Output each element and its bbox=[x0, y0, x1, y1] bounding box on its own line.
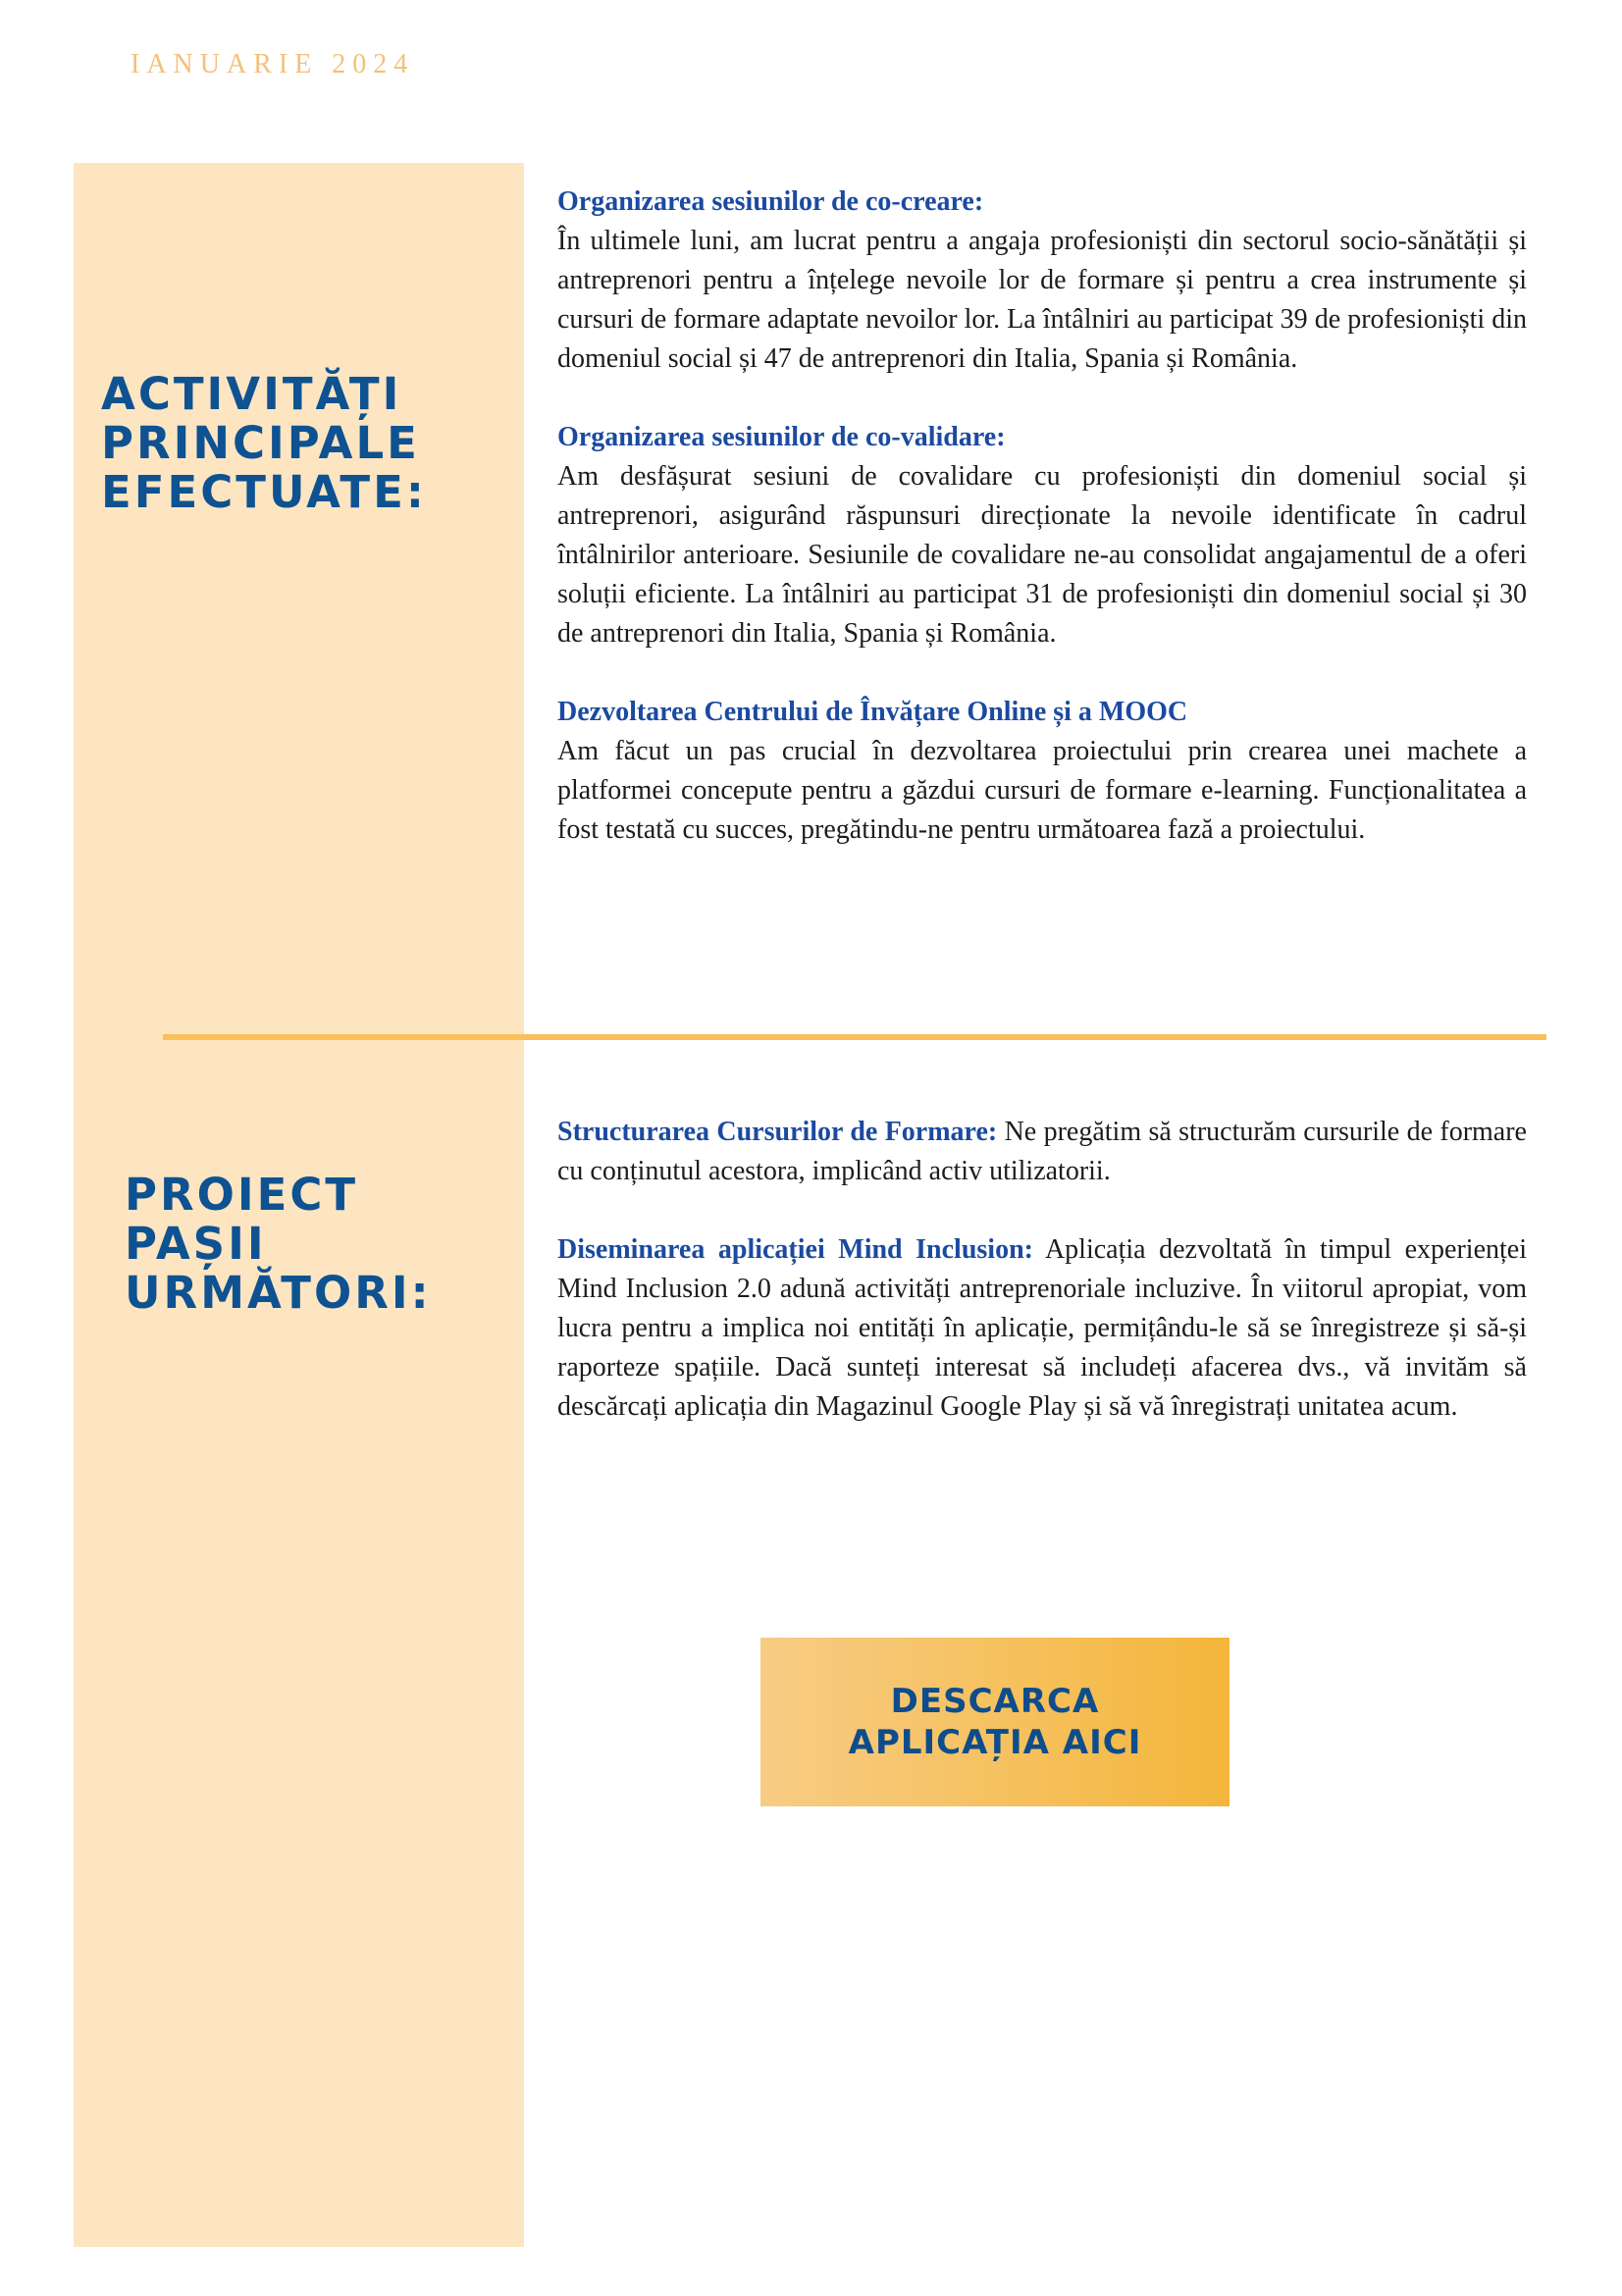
heading-line: PRINCIPALE bbox=[101, 417, 420, 469]
download-app-label bbox=[849, 1681, 1142, 1763]
activity-title: Organizarea sesiunilor de co-creare: bbox=[557, 186, 984, 217]
section-heading-next-steps bbox=[125, 1171, 432, 1318]
heading-line: PAȘII bbox=[125, 1218, 267, 1270]
activity-block bbox=[557, 693, 1527, 850]
newsletter-date: IANUARIE 2024 bbox=[131, 49, 415, 79]
next-step-paragraph bbox=[557, 1113, 1527, 1191]
next-step-title: Diseminarea aplicației Mind Inclusion: bbox=[557, 1234, 1033, 1265]
activity-title: Dezvoltarea Centrului de Învățare Online și a MOOC bbox=[557, 697, 1188, 727]
heading-line: URMĂTORI: bbox=[125, 1267, 432, 1319]
activity-block bbox=[557, 183, 1527, 379]
activity-text: Am desfășurat sesiuni de covalidare cu profesioniști din domeniul social și antreprenori, asigurând răspunsuri direcționate la nevoile identificate în cadrul întâlnirilor anterioare. Sesiunile de covalidare ne-au consolidat angajamentul de a oferi soluții eficiente. La întâlniri au participat 31 de profesioniști din domeniul social și 30 de antreprenori din Italia, Spania și România. bbox=[557, 461, 1527, 649]
next-step-paragraph bbox=[557, 1230, 1527, 1427]
heading-line: PROIECT bbox=[125, 1169, 359, 1221]
activity-text: Am făcut un pas crucial în dezvoltarea proiectului prin crearea unei machete a platformei concepute pentru a găzdui cursuri de formare e-learning. Funcționalitatea a fost testată cu succes, pregătindu-ne pentru următoarea fază a proiectului. bbox=[557, 736, 1527, 845]
activity-text: În ultimele luni, am lucrat pentru a angaja profesioniști din sectorul socio-sănătății și antreprenori pentru a înțelege nevoile lor de formare și pentru a crea instrumente și cursuri de formare adaptate nevoilor lor. La întâlniri au participat 39 de profesioniști din domeniul social și 47 de antreprenori din Italia, Spania și România. bbox=[557, 226, 1527, 374]
activities-content bbox=[557, 183, 1527, 889]
activity-block bbox=[557, 418, 1527, 653]
cta-line: DESCARCA bbox=[890, 1682, 1100, 1721]
next-step-text: Aplicația dezvoltată în timpul experienței Mind Inclusion 2.0 adună activități antreprenoriale incluzive. În viitorul apropiat, vom lucra pentru a implica noi entități în aplicație, permițându-le să se înregistreze și să-și raporteze spațiile. Dacă sunteți interesat să includeți afacerea dvs., vă invităm să descărcați aplicația din Magazinul Google Play și să vă înregistrați unitatea acum. bbox=[557, 1234, 1527, 1422]
next-step-title: Structurarea Cursurilor de Formare: bbox=[557, 1117, 998, 1147]
cta-line: APLICAȚIA AICI bbox=[848, 1723, 1142, 1762]
activity-title: Organizarea sesiunilor de co-validare: bbox=[557, 422, 1006, 452]
section-heading-activities bbox=[101, 370, 427, 517]
next-steps-content bbox=[557, 1113, 1527, 1466]
heading-line: ACTIVITĂȚI bbox=[101, 368, 402, 420]
download-app-button[interactable] bbox=[760, 1638, 1230, 1806]
section-divider bbox=[163, 1034, 1546, 1040]
heading-line: EFECTUATE: bbox=[101, 466, 427, 518]
next-step-text: Ne pregătim să structurăm cursurile de formare cu conținutul acestora, implicând activ utilizatorii. bbox=[557, 1117, 1527, 1186]
